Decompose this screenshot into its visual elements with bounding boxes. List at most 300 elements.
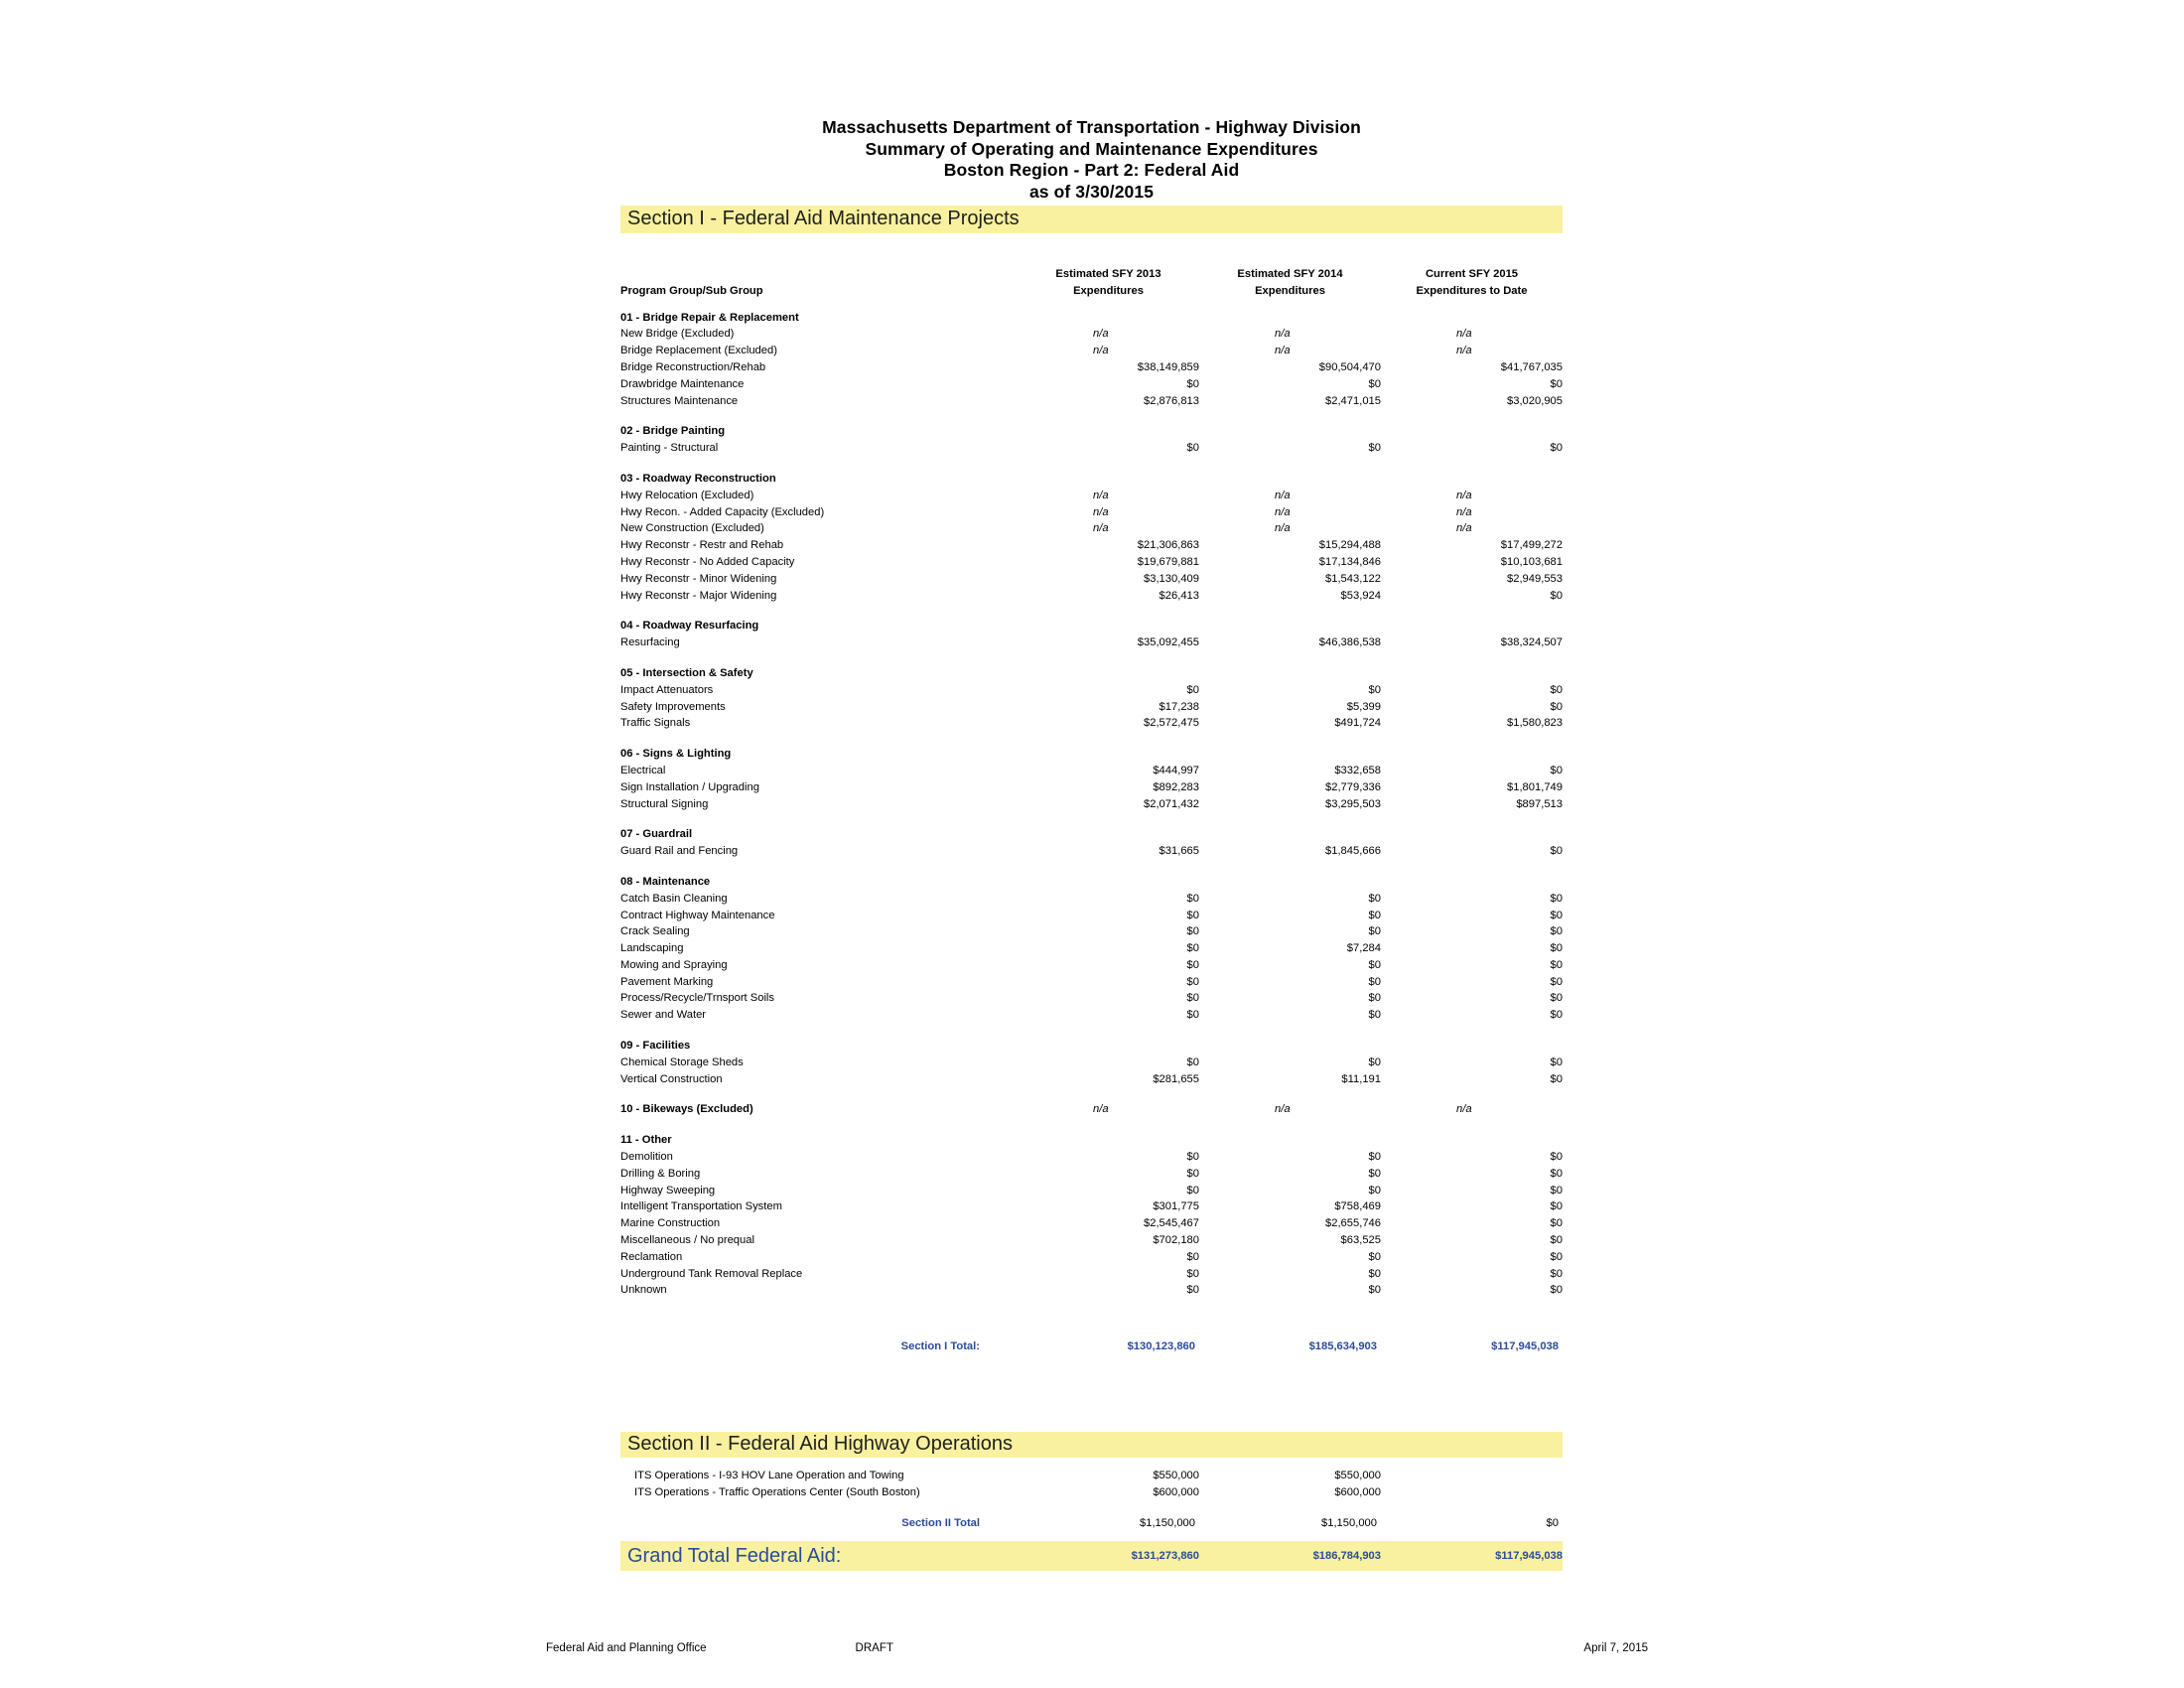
row-value-col3: $0 (1550, 892, 1563, 905)
header-sfy2015 (1381, 266, 1563, 300)
program-group-value-col3 (1381, 618, 1563, 634)
header-sfy2013 (1018, 266, 1199, 300)
program-group-title: 11 - Other (620, 1134, 672, 1147)
row-value-col2: n/a (1275, 522, 1291, 535)
program-group-title: 04 - Roadway Resurfacing (620, 620, 759, 633)
row-value-col2: $0 (1368, 1009, 1381, 1022)
section-2-total-sfy2013: $1,150,000 (1140, 1516, 1195, 1529)
row-label: Hwy Reconstr - Minor Widening (620, 572, 777, 585)
program-group-value-col3 (1381, 471, 1563, 488)
row-label: Mowing and Spraying (620, 958, 728, 971)
header-sfy2013-line1: Estimated SFY 2013 (1055, 268, 1161, 280)
section-1-header-label: Section I - Federal Aid Maintenance Projects (627, 208, 1020, 229)
row-value-col2: $1,543,122 (1325, 572, 1381, 585)
program-group-value-col1 (1018, 471, 1199, 488)
table-row (620, 957, 1563, 974)
row-value-col2: $0 (1368, 892, 1381, 905)
section-2-total-row (620, 1515, 1563, 1532)
row-label: Hwy Recon. - Added Capacity (Excluded) (620, 505, 825, 518)
row-value-col3: $0 (1550, 958, 1563, 971)
row-value-col1: $0 (1186, 1284, 1199, 1297)
table-row (620, 537, 1563, 554)
row-value-col3: $0 (1550, 1072, 1563, 1085)
program-group-value-col3 (1381, 1132, 1563, 1149)
row-value-col3: $41,767,035 (1500, 360, 1563, 373)
row-label: Crack Sealing (620, 925, 690, 938)
program-group-value-col2 (1199, 423, 1381, 440)
program-group-value-col2 (1199, 1038, 1381, 1055)
row-label: Vertical Construction (620, 1072, 723, 1085)
row-value-col1: $38,149,859 (1137, 360, 1199, 373)
spacer (620, 732, 1563, 746)
row-value-col1: n/a (1093, 345, 1109, 357)
row-value-col1: $0 (1186, 992, 1199, 1005)
program-group-value-col3 (1381, 310, 1563, 327)
row-label: Miscellaneous / No prequal (620, 1234, 754, 1247)
header-program-group: Program Group/Sub Group (620, 284, 763, 297)
row-value-col3: $0 (1550, 1009, 1563, 1022)
program-group-title: 03 - Roadway Reconstruction (620, 472, 776, 485)
row-value-col3 (1381, 1484, 1563, 1501)
row-value-col3: $0 (1550, 942, 1563, 955)
program-group-title-row (620, 746, 1563, 763)
row-value-col1: $0 (1186, 442, 1199, 455)
table-row (620, 1183, 1563, 1199)
row-label: New Construction (Excluded) (620, 522, 764, 535)
table-row (620, 1484, 1563, 1501)
section-2-total-sfy2014: $1,150,000 (1321, 1516, 1377, 1529)
section-2-header-bar (620, 1432, 1563, 1458)
program-group-value-col2 (1199, 471, 1381, 488)
row-value-col1: n/a (1093, 522, 1109, 535)
row-value-col2: $53,924 (1340, 589, 1381, 602)
row-value-col2: $0 (1368, 925, 1381, 938)
row-value-col2: $11,191 (1341, 1072, 1381, 1085)
grand-total-sfy2013: $131,273,860 (1131, 1549, 1199, 1562)
row-value-col3: $0 (1550, 1055, 1563, 1068)
row-value-col2: n/a (1275, 489, 1291, 501)
title-line-agency: Massachusetts Department of Transportation - Highway Division (822, 117, 1361, 137)
table-row (620, 908, 1563, 924)
row-value-col3: $0 (1550, 764, 1563, 776)
row-value-col2: $332,658 (1334, 764, 1381, 776)
program-group-value-col2 (1199, 746, 1381, 763)
row-value-col2: $2,655,746 (1325, 1217, 1381, 1230)
program-group-value-col2 (1199, 618, 1381, 634)
title-line-asof-date: as of 3/30/2015 (1028, 181, 1155, 202)
row-label: Impact Attenuators (620, 683, 714, 696)
row-value-col2: $5,399 (1346, 700, 1381, 713)
table-row (620, 779, 1563, 796)
row-value-col3: $0 (1550, 683, 1563, 696)
row-value-col2: $3,295,503 (1325, 797, 1381, 810)
section-2-body (620, 1468, 1563, 1501)
row-value-col1: $0 (1186, 892, 1199, 905)
row-value-col1: $2,572,475 (1144, 717, 1199, 730)
row-value-col3: n/a (1456, 345, 1472, 357)
row-value-col1: $3,130,409 (1144, 572, 1199, 585)
row-value-col3: n/a (1456, 489, 1472, 501)
table-row (620, 571, 1563, 588)
row-value-col2: $600,000 (1334, 1485, 1381, 1498)
row-value-col1: $0 (1186, 942, 1199, 955)
grand-total-bar (620, 1541, 1563, 1571)
row-value-col2: $0 (1368, 1267, 1381, 1280)
row-value-col3: $38,324,507 (1500, 636, 1563, 649)
row-value-col1: $444,997 (1153, 764, 1199, 776)
table-row (620, 1071, 1563, 1088)
row-value-col1: $0 (1186, 1151, 1199, 1164)
table-row (620, 990, 1563, 1007)
row-label: Bridge Reconstruction/Rehab (620, 360, 766, 373)
row-value-col1: $0 (1186, 1055, 1199, 1068)
program-group-title: 09 - Facilities (620, 1040, 691, 1053)
program-group-value-col1 (1018, 746, 1199, 763)
program-group-title-row (620, 826, 1563, 843)
row-value-col2: $758,469 (1334, 1200, 1381, 1213)
program-group-title: 08 - Maintenance (620, 875, 711, 888)
row-label: Highway Sweeping (620, 1184, 716, 1196)
program-group-title-row (620, 618, 1563, 634)
row-value-col3: $0 (1550, 909, 1563, 921)
row-value-col1: $2,876,813 (1144, 394, 1199, 407)
table-row (620, 326, 1563, 343)
row-value-col1: $301,775 (1153, 1200, 1199, 1213)
row-value-col1: n/a (1093, 505, 1109, 518)
row-label: Painting - Structural (620, 442, 719, 455)
spacer (620, 860, 1563, 874)
row-value-col2: $0 (1368, 683, 1381, 696)
title-line-subject: Summary of Operating and Maintenance Expenditures (865, 138, 1318, 159)
row-value-col1: $26,413 (1159, 589, 1199, 602)
row-value-col2: $2,471,015 (1325, 394, 1381, 407)
row-label: Bridge Replacement (Excluded) (620, 345, 777, 357)
row-value-col1: $892,283 (1153, 780, 1199, 793)
row-value-col2: $63,525 (1340, 1234, 1381, 1247)
section-1-header-bar (620, 206, 1563, 233)
program-group-value-col1 (1018, 310, 1199, 327)
program-group-value-col1 (1018, 423, 1199, 440)
spacer (620, 1087, 1563, 1101)
table-row (620, 520, 1563, 537)
row-value-col3: $0 (1550, 1200, 1563, 1213)
row-value-col2: $491,724 (1334, 717, 1381, 730)
program-group-value-col2 (1199, 826, 1381, 843)
program-group-value-col2 (1199, 665, 1381, 682)
row-value-col2: $0 (1368, 1184, 1381, 1196)
row-value-col1: $0 (1186, 975, 1199, 988)
table-row (620, 1055, 1563, 1071)
row-value-col2: $0 (1368, 958, 1381, 971)
row-label: Intelligent Transportation System (620, 1200, 782, 1213)
table-row (620, 1266, 1563, 1283)
row-value-col2: n/a (1275, 328, 1291, 341)
row-value-col3: n/a (1456, 505, 1472, 518)
footer-office: Federal Aid and Planning Office (546, 1642, 707, 1654)
program-group-value-col1 (1018, 665, 1199, 682)
program-group-title-row (620, 471, 1563, 488)
row-value-col1: $31,665 (1159, 845, 1199, 858)
row-value-col1: $281,655 (1153, 1072, 1199, 1085)
spacer (620, 409, 1563, 423)
row-value-col3: $1,580,823 (1507, 717, 1563, 730)
row-value-col2: $15,294,488 (1318, 539, 1381, 552)
table-row (620, 376, 1563, 393)
spacer (620, 300, 1563, 310)
table-row (620, 1468, 1563, 1484)
spacer (620, 604, 1563, 618)
program-group-value-col2 (1199, 1132, 1381, 1149)
row-value-col1: $0 (1186, 925, 1199, 938)
section-2-header-label: Section II - Federal Aid Highway Operations (627, 1433, 1013, 1455)
program-group-value-col3 (1381, 423, 1563, 440)
spacer (620, 1118, 1563, 1132)
row-value-col3: $17,499,272 (1500, 539, 1563, 552)
program-group-title-row (620, 874, 1563, 891)
table-row (620, 343, 1563, 359)
row-label: Underground Tank Removal Replace (620, 1267, 803, 1280)
expenditures-table (620, 266, 1563, 1355)
table-row (620, 974, 1563, 991)
program-group-value-col3 (1381, 826, 1563, 843)
table-row (620, 588, 1563, 605)
row-value-col2: n/a (1275, 505, 1291, 518)
header-sfy2013-line2: Expenditures (1073, 284, 1144, 297)
row-label: Pavement Marking (620, 975, 714, 988)
section-2-total-sfy2015: $0 (1546, 1516, 1559, 1529)
row-value-col2: $2,779,336 (1325, 780, 1381, 793)
row-value-col3: n/a (1456, 522, 1472, 535)
program-group-title: 01 - Bridge Repair & Replacement (620, 311, 799, 324)
program-group-title: 02 - Bridge Painting (620, 425, 726, 438)
row-value-col2: $17,134,846 (1318, 555, 1381, 568)
document-title-block (620, 117, 1563, 203)
row-value-col2: $550,000 (1334, 1470, 1381, 1481)
row-value-col3: $1,801,749 (1507, 780, 1563, 793)
program-group-value-col2 (1199, 310, 1381, 327)
table-header-row (620, 266, 1563, 300)
program-group-value-col1 (1018, 1038, 1199, 1055)
row-label: Contract Highway Maintenance (620, 909, 775, 921)
spacer (620, 651, 1563, 665)
grand-total-label: Grand Total Federal Aid: (627, 1544, 842, 1567)
row-value-col1: $0 (1186, 377, 1199, 390)
program-group-value-col1 (1018, 1132, 1199, 1149)
row-value-col2: $0 (1368, 377, 1381, 390)
row-label: ITS Operations - Traffic Operations Center (South Boston) (634, 1485, 920, 1498)
page-footer (546, 1642, 1648, 1654)
title-line-region: Boston Region - Part 2: Federal Aid (943, 160, 1240, 180)
row-value-col3: $10,103,681 (1500, 555, 1563, 568)
row-value-col3: $0 (1550, 1250, 1563, 1263)
row-value-col3: n/a (1456, 328, 1472, 341)
row-label: Hwy Reconstr - Major Widening (620, 589, 777, 602)
row-label: Drilling & Boring (620, 1167, 701, 1180)
program-group-title: 10 - Bikeways (Excluded) (620, 1103, 753, 1116)
row-label: New Bridge (Excluded) (620, 328, 735, 341)
row-label: Demolition (620, 1151, 673, 1164)
program-group-value-col2 (1199, 874, 1381, 891)
row-value-col3: $0 (1550, 1184, 1563, 1196)
table-row (620, 554, 1563, 571)
row-label: Hwy Relocation (Excluded) (620, 489, 754, 501)
row-value-col3: $0 (1550, 1234, 1563, 1247)
row-value-col2: $0 (1368, 909, 1381, 921)
program-group-value-col3: n/a (1456, 1103, 1472, 1116)
table-row (620, 634, 1563, 651)
header-sfy2014 (1199, 266, 1381, 300)
program-group-value-col1: n/a (1093, 1103, 1109, 1116)
header-sfy2014-line2: Expenditures (1255, 284, 1325, 297)
program-group-value-col3 (1381, 1038, 1563, 1055)
row-value-col1: n/a (1093, 328, 1109, 341)
table-row (620, 891, 1563, 908)
section-2-total-label: Section II Total (901, 1516, 980, 1529)
program-group-value-col3 (1381, 665, 1563, 682)
row-value-col2: $46,386,538 (1318, 636, 1381, 649)
row-label: Traffic Signals (620, 717, 691, 730)
grand-total-table (620, 1541, 1563, 1571)
row-value-col2: $0 (1368, 992, 1381, 1005)
row-value-col3: $0 (1550, 975, 1563, 988)
row-value-col1: $0 (1186, 683, 1199, 696)
row-value-col3: $0 (1550, 845, 1563, 858)
spacer (620, 812, 1563, 826)
row-label: Unknown (620, 1284, 667, 1297)
row-label: Structures Maintenance (620, 394, 739, 407)
row-label: Marine Construction (620, 1217, 721, 1230)
expenditures-sheet (620, 266, 1563, 1355)
row-value-col1: $0 (1186, 1184, 1199, 1196)
row-value-col1: n/a (1093, 489, 1109, 501)
header-sfy2014-line1: Estimated SFY 2014 (1237, 268, 1343, 280)
row-value-col3: $0 (1550, 1217, 1563, 1230)
footer-status: DRAFT (855, 1642, 893, 1654)
table-row (620, 1282, 1563, 1299)
program-group-value-col3 (1381, 746, 1563, 763)
row-value-col3 (1381, 1468, 1563, 1484)
section-1-total-label: Section I Total: (900, 1340, 980, 1353)
row-value-col1: $0 (1186, 1167, 1199, 1180)
row-value-col1: $600,000 (1153, 1485, 1199, 1498)
grand-total-sfy2014: $186,784,903 (1312, 1549, 1381, 1562)
program-group-title-row (620, 1038, 1563, 1055)
row-label: Chemical Storage Sheds (620, 1055, 744, 1068)
table-row (620, 699, 1563, 716)
row-label: Electrical (620, 764, 666, 776)
program-group-title: 07 - Guardrail (620, 828, 693, 841)
program-group-title: 06 - Signs & Lighting (620, 748, 732, 761)
table-row (620, 359, 1563, 376)
section-2-sheet (620, 1468, 1563, 1531)
row-label: Process/Recycle/Trnsport Soils (620, 992, 775, 1005)
row-value-col2: $0 (1368, 1167, 1381, 1180)
section-2-table (620, 1468, 1563, 1531)
row-value-col2: $90,504,470 (1318, 360, 1381, 373)
row-label: Hwy Reconstr - No Added Capacity (620, 555, 795, 568)
table-row (620, 843, 1563, 860)
row-value-col2: $0 (1368, 1055, 1381, 1068)
row-value-col3: $0 (1550, 925, 1563, 938)
row-value-col1: $0 (1186, 1250, 1199, 1263)
program-group-value-col1 (1018, 826, 1199, 843)
row-value-col1: $17,238 (1159, 700, 1199, 713)
row-label: Catch Basin Cleaning (620, 892, 728, 905)
row-value-col1: $702,180 (1153, 1234, 1199, 1247)
program-group-value-col1 (1018, 874, 1199, 891)
row-label: Safety Improvements (620, 700, 726, 713)
row-value-col2: $0 (1368, 975, 1381, 988)
spacer (620, 457, 1563, 471)
grand-total-sfy2015: $117,945,038 (1495, 1549, 1563, 1562)
program-group-value-col3 (1381, 874, 1563, 891)
footer-date: April 7, 2015 (1583, 1642, 1648, 1654)
row-value-col1: $21,306,863 (1137, 539, 1199, 552)
table-row (620, 1232, 1563, 1249)
table-row (620, 940, 1563, 957)
section-1-total-row (620, 1338, 1563, 1355)
row-value-col1: $0 (1186, 1009, 1199, 1022)
header-sfy2015-line2: Expenditures to Date (1416, 284, 1528, 297)
row-value-col1: $35,092,455 (1137, 636, 1199, 649)
section-1-total-sfy2014: $185,634,903 (1308, 1340, 1377, 1353)
row-label: ITS Operations - I-93 HOV Lane Operation and Towing (634, 1470, 904, 1481)
section-1-total-sfy2013: $130,123,860 (1127, 1340, 1195, 1353)
row-value-col2: $1,845,666 (1325, 845, 1381, 858)
row-value-col2: $0 (1368, 442, 1381, 455)
row-label: Reclamation (620, 1250, 683, 1263)
program-groups-body (620, 310, 1563, 1300)
spacer (620, 1501, 1563, 1515)
row-value-col1: $0 (1186, 909, 1199, 921)
row-value-col3: $0 (1550, 1267, 1563, 1280)
row-value-col1: $550,000 (1153, 1470, 1199, 1481)
row-value-col1: $19,679,881 (1137, 555, 1199, 568)
row-value-col3: $0 (1550, 1151, 1563, 1164)
table-row (620, 1166, 1563, 1183)
row-value-col3: $0 (1550, 1167, 1563, 1180)
table-row (620, 763, 1563, 779)
table-row (620, 393, 1563, 410)
row-label: Landscaping (620, 942, 684, 955)
row-value-col3: $0 (1550, 700, 1563, 713)
row-value-col3: $2,949,553 (1507, 572, 1563, 585)
row-value-col2: $0 (1368, 1151, 1381, 1164)
row-value-col3: $0 (1550, 377, 1563, 390)
program-group-title-row (620, 665, 1563, 682)
table-row (620, 1007, 1563, 1024)
row-value-col2: $0 (1368, 1284, 1381, 1297)
program-group-title-row (620, 1132, 1563, 1149)
row-label: Hwy Reconstr - Restr and Rehab (620, 539, 784, 552)
program-group-value-col1 (1018, 618, 1199, 634)
row-value-col2: $0 (1368, 1250, 1381, 1263)
table-row (620, 1198, 1563, 1215)
program-group-title: 05 - Intersection & Safety (620, 666, 753, 679)
row-value-col3: $3,020,905 (1507, 394, 1563, 407)
row-value-col3: $0 (1550, 1284, 1563, 1297)
program-group-value-col2: n/a (1275, 1103, 1291, 1116)
row-label: Sewer and Water (620, 1009, 707, 1022)
row-label: Sign Installation / Upgrading (620, 780, 759, 793)
row-label: Structural Signing (620, 797, 709, 810)
row-value-col1: $0 (1186, 1267, 1199, 1280)
row-value-col3: $0 (1550, 589, 1563, 602)
row-value-col3: $0 (1550, 992, 1563, 1005)
row-value-col2: $7,284 (1346, 942, 1381, 955)
table-row (620, 504, 1563, 521)
header-sfy2015-line1: Current SFY 2015 (1425, 268, 1519, 280)
